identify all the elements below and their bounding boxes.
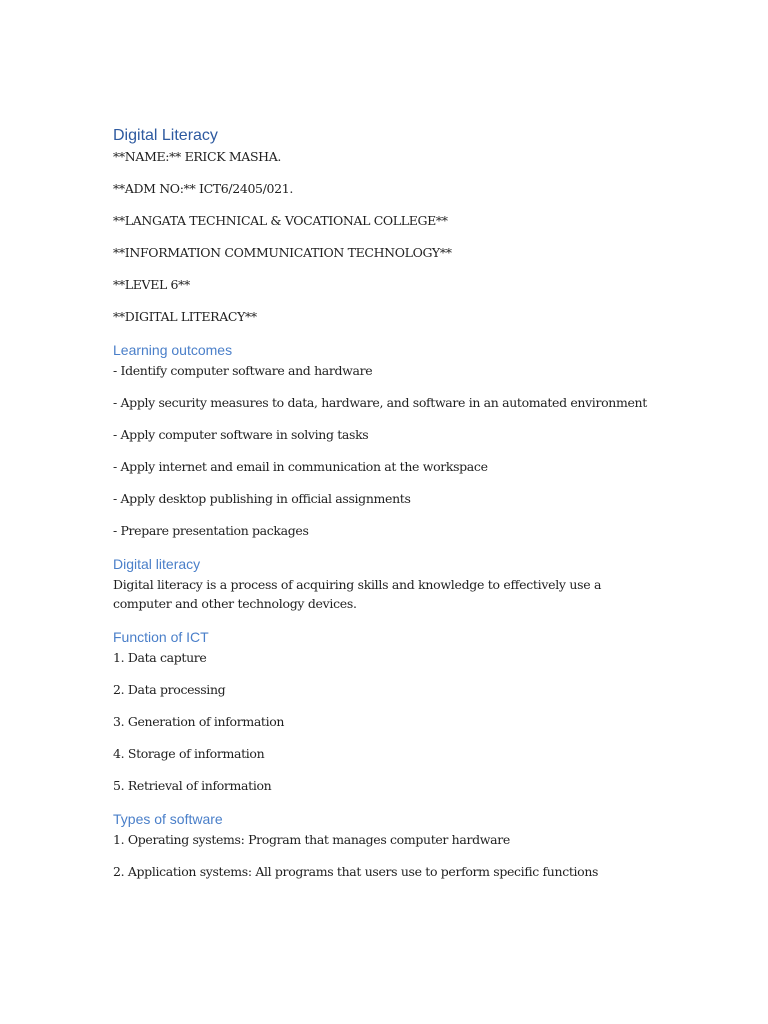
list-item: 1. Operating systems: Program that manages computer hardware bbox=[113, 832, 510, 847]
document-title: Digital Literacy bbox=[113, 127, 218, 144]
course-line: **DIGITAL LITERACY** bbox=[113, 309, 257, 324]
list-item: - Apply desktop publishing in official assignments bbox=[113, 491, 411, 506]
admission-number-line: **ADM NO:** ICT6/2405/021. bbox=[113, 181, 293, 196]
heading-learning-outcomes: Learning outcomes bbox=[113, 342, 233, 358]
list-item: - Identify computer software and hardware bbox=[113, 363, 373, 378]
department-line: **INFORMATION COMMUNICATION TECHNOLOGY** bbox=[113, 245, 452, 260]
list-item: 1. Data capture bbox=[113, 650, 207, 665]
document-content bbox=[113, 126, 658, 881]
heading-digital-literacy: Digital literacy bbox=[113, 556, 201, 572]
level-line: **LEVEL 6** bbox=[113, 277, 190, 292]
list-item: - Prepare presentation packages bbox=[113, 523, 309, 538]
heading-types-of-software: Types of software bbox=[113, 811, 223, 827]
list-item: 2. Application systems: All programs that users use to perform specific functions bbox=[113, 864, 599, 879]
list-item: - Apply internet and email in communication at the workspace bbox=[113, 459, 488, 474]
list-item: - Apply security measures to data, hardware, and software in an automated environment bbox=[113, 395, 647, 410]
list-item: - Apply computer software in solving tasks bbox=[113, 427, 369, 442]
list-item: 2. Data processing bbox=[113, 682, 226, 697]
list-item: 5. Retrieval of information bbox=[113, 778, 272, 793]
digital-literacy-paragraph: Digital literacy is a process of acquiring skills and knowledge to effectively use a computer and other technology devices. bbox=[113, 577, 602, 611]
list-item: 4. Storage of information bbox=[113, 746, 265, 761]
heading-function-of-ict: Function of ICT bbox=[113, 629, 209, 645]
list-item: 3. Generation of information bbox=[113, 714, 285, 729]
student-name-line: **NAME:** ERICK MASHA. bbox=[113, 149, 282, 164]
college-name-line: **LANGATA TECHNICAL & VOCATIONAL COLLEGE** bbox=[113, 213, 448, 228]
